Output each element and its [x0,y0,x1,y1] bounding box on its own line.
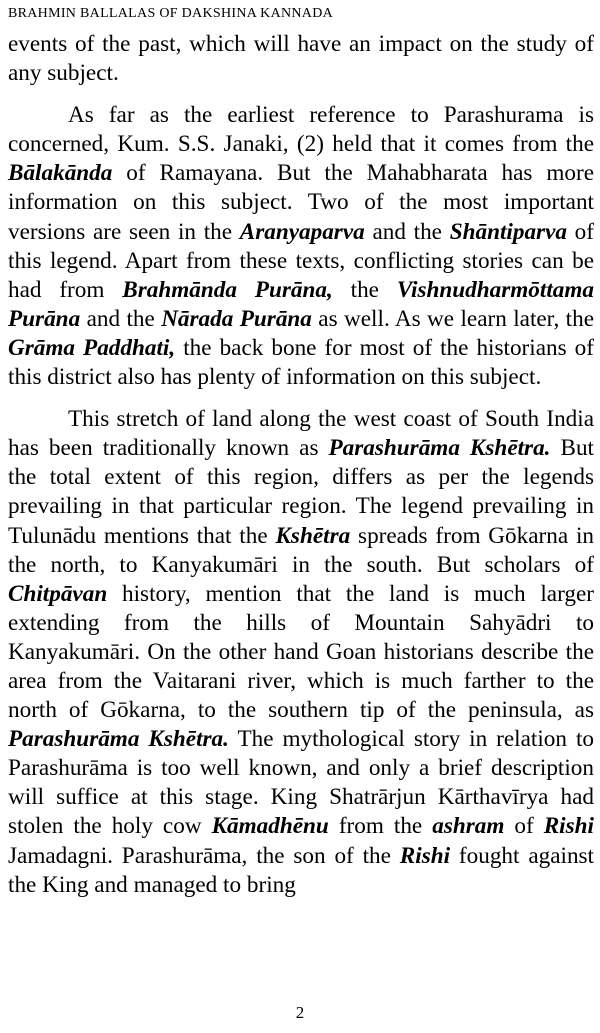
body-text [8,30,594,900]
emphasized-term: Vishnudharmōttama Purāna [8,276,595,332]
text-run: As far as the earliest reference to Parashurama is concerned, Kum. S.S. Janaki, (2) held that it comes from the [8,102,594,158]
text-run: Jamadagni. Parashurāma, the son of the [8,842,400,869]
text-run: the [332,276,397,303]
emphasized-term: Parashurāma Kshētra. [328,435,551,462]
emphasized-term: Grāma Paddhati, [8,334,176,361]
text-run: But the total extent of this region, differs as per the legends prevailing in that particular region. The legend prevailing in Tulunādu mentions that the [8,435,594,549]
text-run: history, mention that the land is much larger extending from the hills of Mountain Sahyādri to Kanyakumāri. On the other hand Goan historians describe the area from the Vaitarani river, which is much farther to the north of Gōkarna, to the southern tip of the peninsula, as [8,580,594,724]
text-run: of this legend. Apart from these texts, conflicting stories can be had from [8,218,594,303]
text-run: This stretch of land along the west coast of South India has been traditionally known as [8,406,594,462]
emphasized-term: ashram [432,813,505,840]
emphasized-term: Bālakānda [8,160,113,187]
text-run: of Ramayana. But the Mahabharata has more information on this subject. Two of the most important versions are seen in the [8,160,594,245]
emphasized-term: Kshētra [275,522,351,549]
text-run: as well. As we learn later, the [311,305,594,332]
emphasized-term: Shāntiparva [449,218,567,245]
text-run: fought against the King and managed to bring [8,842,594,898]
emphasized-term: Kāmadhēnu [211,813,329,840]
text-run: events of the past, which will have an impact on the study of any subject. [8,31,594,87]
running-head: BRAHMIN BALLALAS OF DAKSHINA KANNADA [8,6,334,21]
text-run: and the [80,305,162,332]
paragraph [8,405,594,900]
emphasized-term: Nārada Purāna [161,305,312,332]
text-run: the back bone for most of the historians of this district also has plenty of information on this subject. [8,334,594,391]
emphasized-term: Rishi [543,813,594,840]
paragraph [8,101,594,392]
text-run: The mythological story in relation to Parashurāma is too well known, and only a brief description will suffice at this stage. King Shatrārjun Kārthavīrya had stolen the holy cow [8,726,594,840]
text-run: spreads from Gōkarna in the north, to Kanyakumāri in the south. But scholars of [8,522,594,578]
text-run: from the [328,813,433,840]
emphasized-term: Chitpāvan [8,580,108,607]
page-number: 2 [295,1003,305,1022]
emphasized-term: Parashurāma Kshētra. [8,726,229,753]
text-run: and the [364,218,450,245]
emphasized-term: Rishi [399,842,451,869]
emphasized-term: Brahmānda Purāna, [122,276,333,303]
paragraph [8,30,594,88]
text-run: of [504,813,544,840]
emphasized-term: Aranyaparva [239,218,365,245]
